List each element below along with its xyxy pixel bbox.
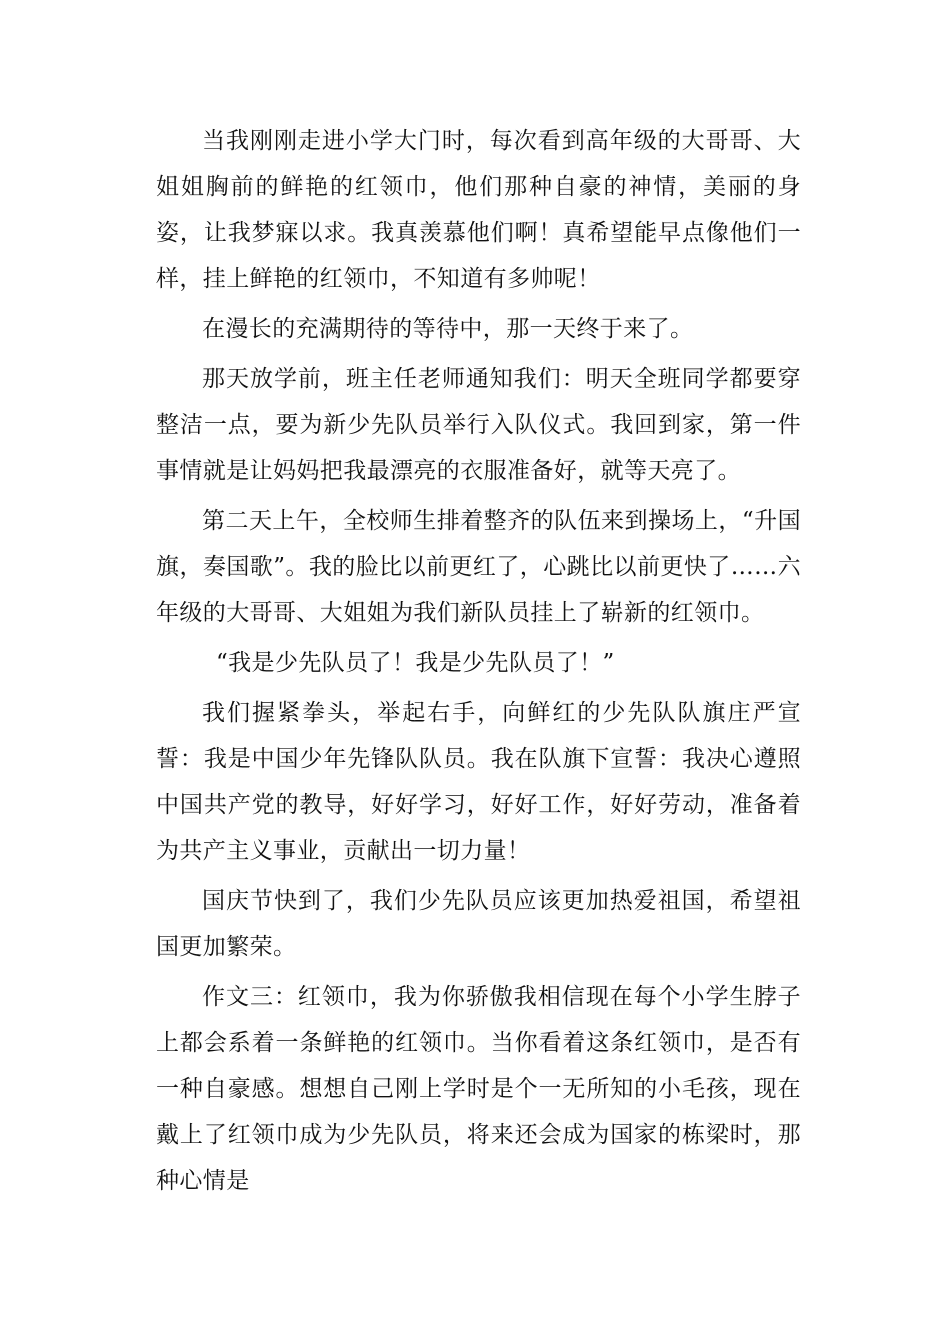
paragraph-6: 我们握紧拳头，举起右手，向鲜红的少先队队旗庄严宣誓：我是中国少年先锋队队员。我在队旗下宣誓：我决心遵照中国共产党的教导，好好学习，好好工作，好好劳动，准备着为共产主义事业，贡献出一切力量！ [156,700,801,864]
essay-body [156,118,801,1208]
paragraph-5-quote: “我是少先队员了！我是少先队员了！” [216,650,615,676]
paragraph-3: 那天放学前，班主任老师通知我们：明天全班同学都要穿整洁一点，要为新少先队员举行入队仪式。我回到家，第一件事情就是让妈妈把我最漂亮的衣服准备好，就等天亮了。 [156,366,801,484]
paragraph-1: 当我刚刚走进小学大门时，每次看到高年级的大哥哥、大姐姐胸前的鲜艳的红领巾，他们那种自豪的神情，美丽的身姿，让我梦寐以求。我真羡慕他们啊！真希望能早点像他们一样，挂上鲜艳的红领巾，不知道有多帅呢！ [156,128,801,292]
paragraph-7: 国庆节快到了，我们少先队员应该更加热爱祖国，希望祖国更加繁荣。 [156,888,801,960]
paragraph-8: 作文三：红领巾，我为你骄傲我相信现在每个小学生脖子上都会系着一条鲜艳的红领巾。当你看着这条红领巾，是否有一种自豪感。想想自己刚上学时是个一无所知的小毛孩，现在戴上了红领巾成为少先队员，将来还会成为国家的栋梁时，那种心情是 [156,984,801,1194]
paragraph-4: 第二天上午，全校师生排着整齐的队伍来到操场上，“升国旗，奏国歌”。我的脸比以前更红了，心跳比以前更快了……六年级的大哥哥、大姐姐为我们新队员挂上了崭新的红领巾。 [156,508,801,626]
paragraph-2: 在漫长的充满期待的等待中，那一天终于来了。 [202,316,694,342]
